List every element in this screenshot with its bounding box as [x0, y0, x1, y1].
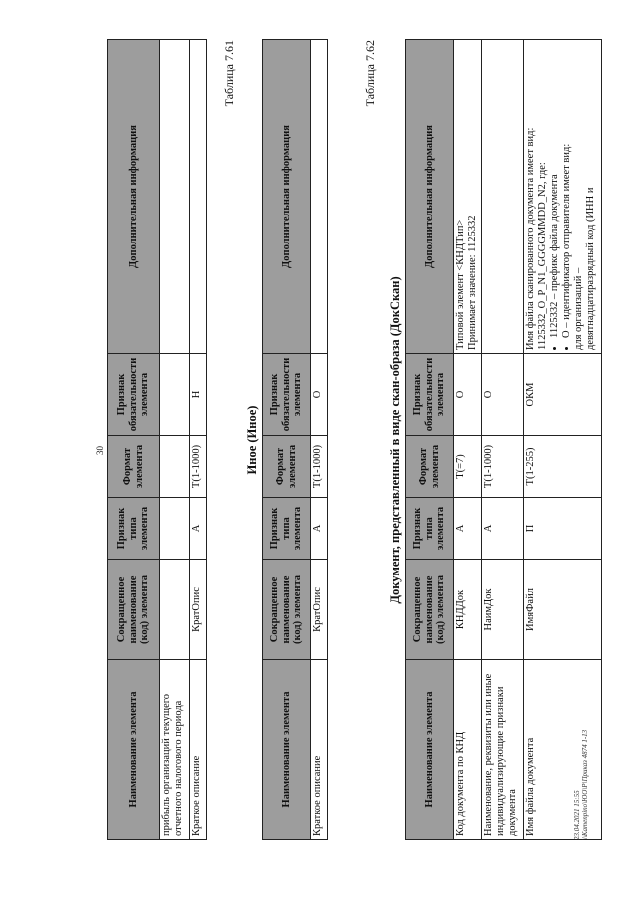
header-type: Признак типа элемента — [406, 498, 454, 560]
info-line: Принимает значение: 1125332 — [467, 215, 479, 350]
info-pattern: 1125332_O_P_N1_GGGGMMDD_N2, где: — [537, 162, 549, 350]
rotated-content — [95, 40, 640, 840]
cell-format: T(1-1000) — [482, 436, 524, 498]
cell-code: НаимДок — [482, 560, 524, 660]
table-row — [482, 40, 524, 840]
cell-mandatory: О — [311, 354, 328, 436]
cell-mandatory: О — [454, 354, 482, 436]
cell-name: Наименование, реквизиты или иные индивидуализирующие признаки документа — [482, 660, 524, 840]
cell-info — [482, 40, 524, 354]
table-row — [190, 40, 207, 840]
cell-type — [160, 498, 190, 560]
cell-mandatory: ОКМ — [524, 354, 602, 436]
cell-format: T(=7) — [454, 436, 482, 498]
header-code: Сокращенное наименование (код) элемента — [406, 560, 454, 660]
cell-name: Код документа по КНД — [454, 660, 482, 840]
cell-type: П — [524, 498, 602, 560]
cell-format: T(1-255) — [524, 436, 602, 498]
table-header-row — [406, 40, 454, 840]
cell-mandatory: О — [482, 354, 524, 436]
cell-type: А — [454, 498, 482, 560]
page-number: 30 — [95, 446, 105, 455]
header-code: Сокращенное наименование (код) элемента — [263, 560, 311, 660]
header-info: Дополнительная информация — [263, 40, 311, 354]
header-name: Наименование элемента — [108, 660, 160, 840]
header-format: Формат элемента — [406, 436, 454, 498]
table-caption-7-61: Таблица 7.61 — [222, 40, 236, 107]
header-info: Дополнительная информация — [108, 40, 160, 354]
info-line: Имя файла сканированного документа имеет вид: — [525, 127, 536, 350]
table-inoe — [262, 39, 328, 840]
table-caption-7-62: Таблица 7.62 — [363, 40, 377, 107]
table-header-row — [108, 40, 160, 840]
cell-type: А — [482, 498, 524, 560]
cell-format — [160, 436, 190, 498]
cell-code — [160, 560, 190, 660]
cell-code: КратОпис — [311, 560, 328, 660]
table-row — [454, 40, 482, 840]
cell-code: КратОпис — [190, 560, 207, 660]
list-item: • O – идентификатор отправителя имеет вид: — [561, 43, 573, 338]
header-name: Наименование элемента — [263, 660, 311, 840]
table-title-inoe: Иное (Иное) — [245, 405, 259, 475]
cell-format: T(1-1000) — [311, 436, 328, 498]
cell-info — [454, 40, 482, 354]
info-line: девятнадцатиразрядный код (ИНН и — [585, 187, 597, 350]
cell-name: Краткое описание — [190, 660, 207, 840]
cell-mandatory — [160, 354, 190, 436]
info-line: для организаций – — [573, 267, 585, 350]
table-continuation — [107, 39, 207, 840]
header-name: Наименование элемента — [406, 660, 454, 840]
table-header-row — [263, 40, 311, 840]
header-mandatory: Признак обязательности элемента — [406, 354, 454, 436]
cell-mandatory: Н — [190, 354, 207, 436]
header-format: Формат элемента — [108, 436, 160, 498]
footer-path: \\Kamenpino\ЮО\Р\Приказ 4874 1-13 — [581, 729, 590, 840]
info-line: Типовой элемент <КНДТип> — [455, 219, 466, 350]
cell-type: А — [190, 498, 207, 560]
header-info: Дополнительная информация — [406, 40, 454, 354]
header-type: Признак типа элемента — [108, 498, 160, 560]
table-row — [524, 40, 602, 840]
cell-format: T(1-1000) — [190, 436, 207, 498]
cell-info — [311, 40, 328, 354]
info-bullet-list — [549, 43, 573, 350]
cell-info — [190, 40, 207, 354]
footer-date: 23.04.2021 15:55 — [573, 790, 581, 840]
cell-name: прибыль организаций текущего отчетного налогового периода — [160, 660, 190, 840]
header-type: Признак типа элемента — [263, 498, 311, 560]
cell-name: Имя файла документа — [524, 660, 602, 840]
cell-info — [524, 40, 602, 354]
table-title-dokskan: Документ, представленный в виде скан-образа (ДокСкан) — [388, 276, 402, 604]
table-dokskan — [405, 39, 602, 840]
cell-code: КНДДок — [454, 560, 482, 660]
table-row — [160, 40, 190, 840]
cell-type: А — [311, 498, 328, 560]
cell-name: Краткое описание — [311, 660, 328, 840]
cell-code: ИмяФайл — [524, 560, 602, 660]
header-mandatory: Признак обязательности элемента — [263, 354, 311, 436]
header-format: Формат элемента — [263, 436, 311, 498]
footer-stamp — [573, 730, 590, 840]
list-item: • 1125332 – префикс файла документа — [549, 43, 561, 338]
table-row — [311, 40, 328, 840]
header-mandatory: Признак обязательности элемента — [108, 354, 160, 436]
header-code: Сокращенное наименование (код) элемента — [108, 560, 160, 660]
cell-info — [160, 40, 190, 354]
